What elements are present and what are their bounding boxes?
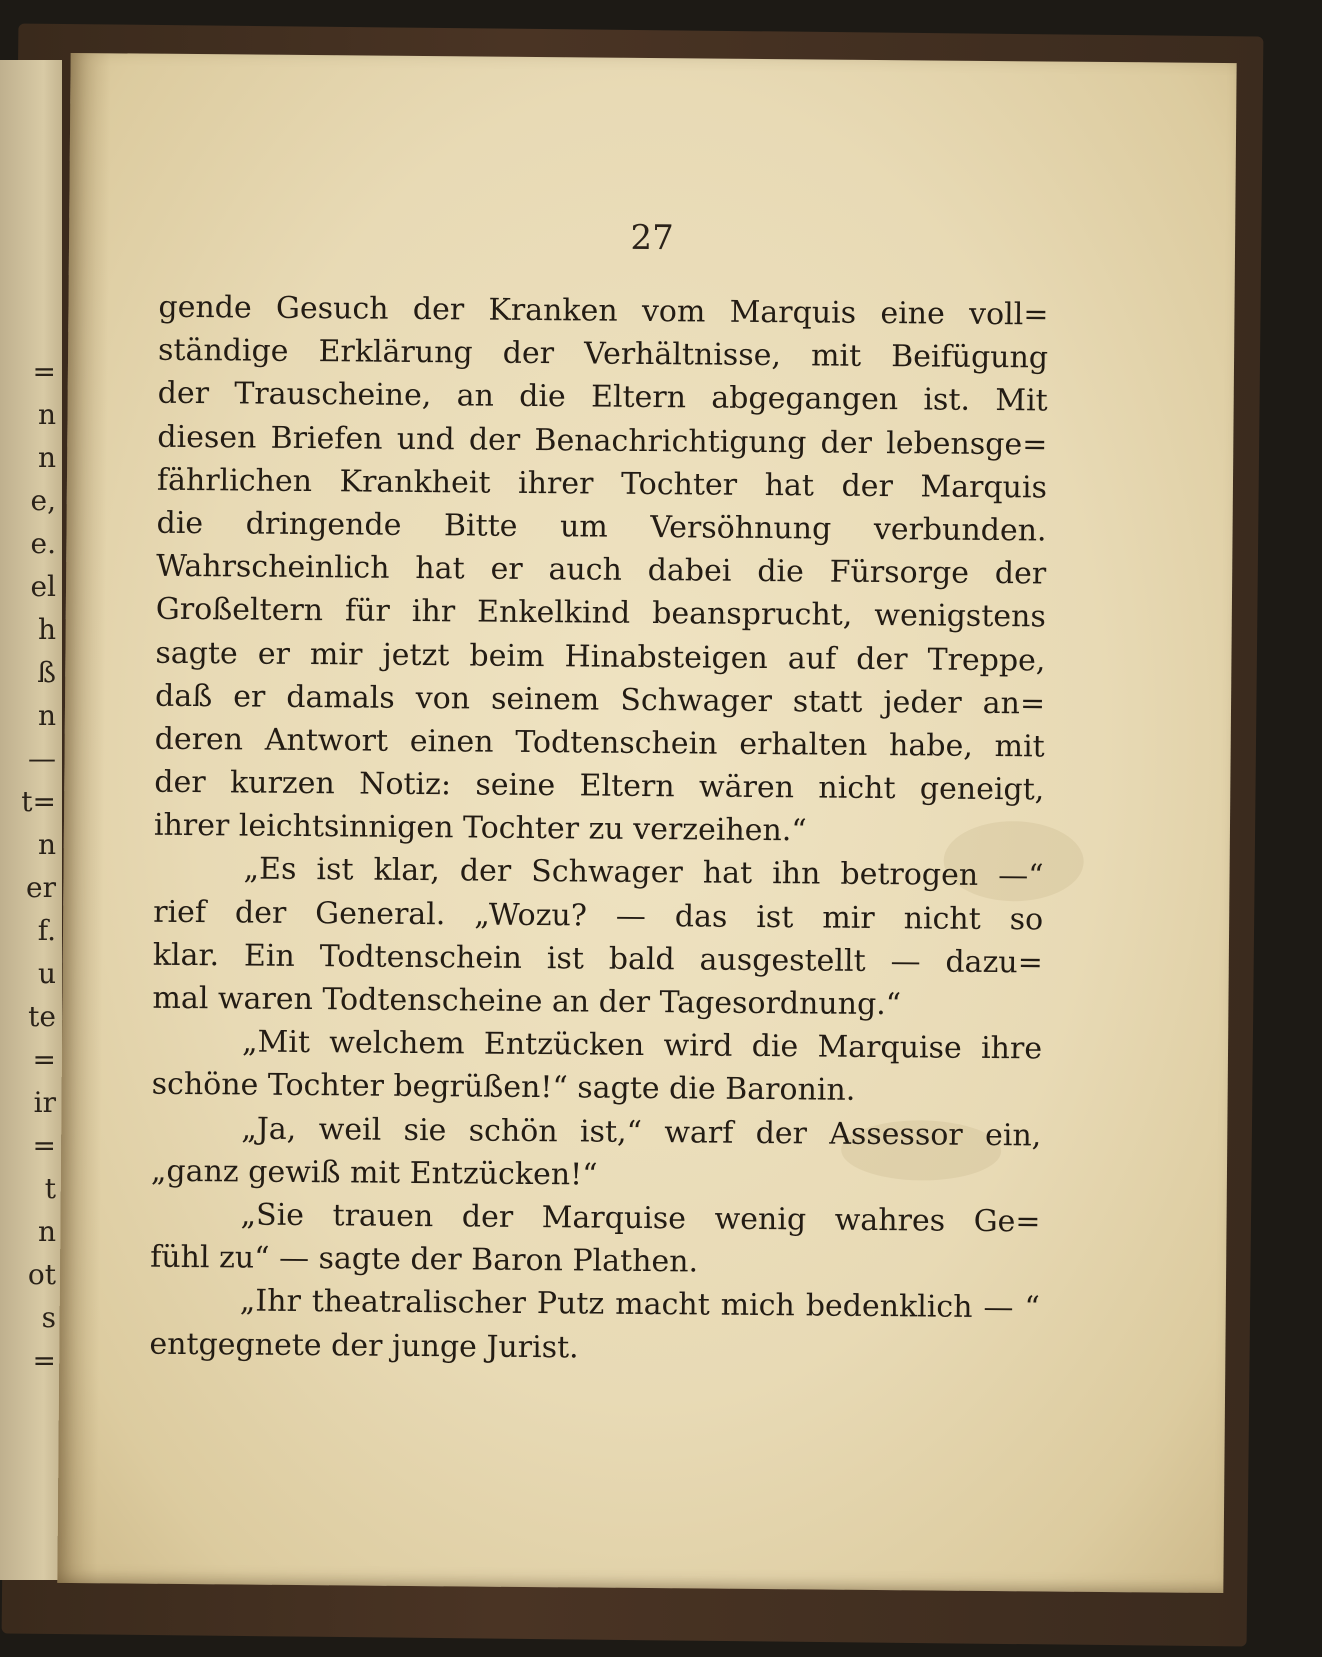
previous-page-fragment: n: [37, 1215, 56, 1248]
text-line: rief der General. „Wozu? — das ist mir nicht so: [153, 894, 1044, 938]
previous-page-fragment: n: [37, 441, 56, 474]
previous-page-fragment: e.: [30, 527, 56, 560]
text-line: Großeltern für ihr Enkelkind beansprucht, wenigstens: [155, 592, 1046, 635]
previous-page-fragment: t: [44, 1172, 56, 1205]
text-line: fährlichen Krankheit ihrer Tochter hat der Marquis: [156, 462, 1048, 506]
text-line: mal waren Todtenscheine an der Tagesordnung.“: [152, 980, 902, 1023]
previous-page-edge: [0, 60, 62, 1580]
previous-page-fragment: er: [26, 871, 56, 904]
text-line: „ganz gewiß mit Entzücken!“: [150, 1153, 598, 1193]
text-line: deren Antwort einen Todtenschein erhalten habe, mit: [154, 721, 1045, 765]
previous-page-fragment: h: [37, 613, 56, 646]
text-line: „Ja, weil sie schön ist,“ warf der Assessor ein,: [241, 1111, 1042, 1154]
text-line: gende Gesuch der Kranken vom Marquis eine voll=: [158, 289, 1049, 333]
text-line: daß er damals von seinem Schwager statt jeder an=: [154, 678, 1046, 722]
text-line: klar. Ein Todtenschein ist bald ausgestellt — dazu=: [152, 937, 1043, 981]
page-number: 27: [630, 217, 674, 259]
text-line: „Mit welchem Entzücken wird die Marquise ihre: [241, 1024, 1043, 1067]
previous-page-fragment: =: [32, 1129, 56, 1162]
text-line: ihrer leichtsinnigen Tochter zu verzeihen.“: [153, 807, 807, 849]
book-page: [57, 53, 1236, 1593]
previous-page-fragment: t=: [21, 785, 56, 818]
previous-page-fragment: te: [28, 1000, 56, 1033]
previous-page-fragment: s: [41, 1301, 56, 1334]
previous-page-fragment: =: [32, 355, 56, 388]
previous-page-fragment: n: [37, 398, 56, 431]
previous-page-fragment: —: [28, 742, 56, 775]
text-line: die dringende Bitte um Versöhnung verbunden.: [156, 505, 1047, 549]
text-line: schöne Tochter begrüßen!“ sagte die Baronin.: [151, 1067, 856, 1109]
body-text: [149, 286, 1048, 1373]
text-line: ständige Erklärung der Verhältnisse, mit Beifügung: [157, 332, 1049, 376]
previous-page-fragment: el: [30, 570, 56, 603]
text-line: „Es ist klar, der Schwager hat ihn betrogen —“: [243, 851, 1044, 894]
text-line: der kurzen Notiz: seine Eltern wären nicht geneigt,: [154, 764, 1045, 808]
previous-page-fragment: e,: [30, 484, 56, 517]
previous-page-text-fragments: [6, 350, 56, 1382]
previous-page-fragment: ß: [37, 656, 56, 689]
text-line: Wahrscheinlich hat er auch dabei die Fürsorge der: [156, 548, 1047, 592]
previous-page-fragment: f.: [37, 914, 56, 947]
previous-page-fragment: n: [37, 699, 56, 732]
text-line: sagte er mir jetzt beim Hinabsteigen auf der Treppe,: [155, 635, 1046, 678]
text-line: diesen Briefen und der Benachrichtigung der lebensge=: [157, 419, 1048, 463]
previous-page-fragment: n: [37, 828, 56, 861]
previous-page-fragment: ir: [33, 1086, 56, 1119]
previous-page-fragment: =: [32, 1043, 56, 1076]
text-line: fühl zu“ — sagte der Baron Plathen.: [150, 1239, 699, 1280]
text-line: der Trauscheine, an die Eltern abgegangen ist. Mit: [157, 376, 1048, 419]
previous-page-fragment: =: [32, 1344, 56, 1377]
text-line: „Ihr theatralischer Putz macht mich bedenklich — “: [239, 1283, 1040, 1326]
text-line: entgegnete der junge Jurist.: [149, 1326, 579, 1365]
text-line: „Sie trauen der Marquise wenig wahres Ge=: [240, 1197, 1041, 1240]
previous-page-fragment: ot: [27, 1258, 56, 1291]
previous-page-fragment: u: [37, 957, 56, 990]
